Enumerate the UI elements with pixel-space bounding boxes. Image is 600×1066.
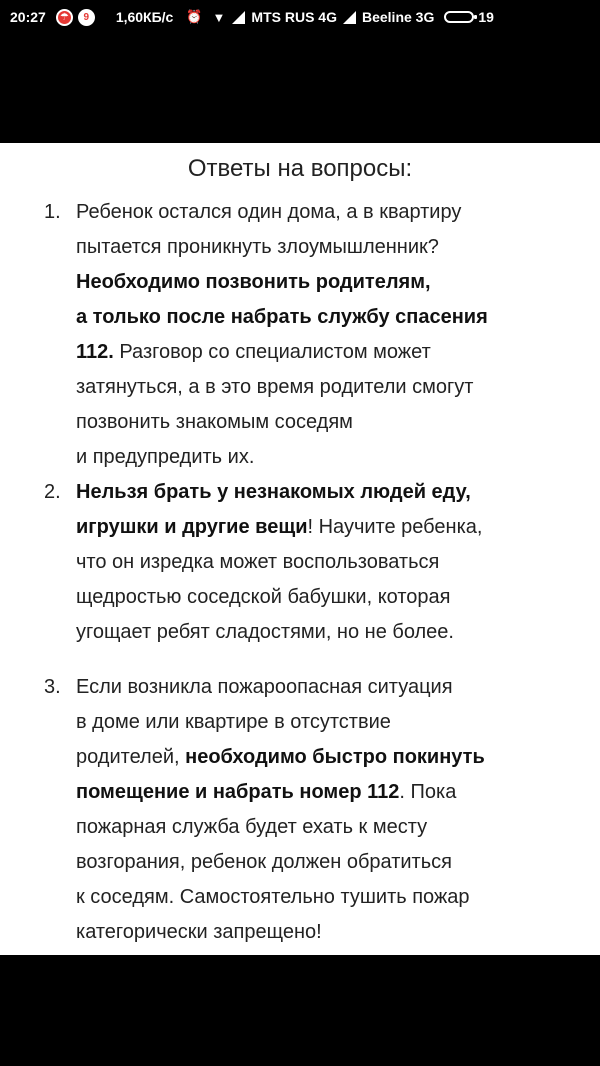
signal-icon [232,11,245,24]
network-speed: 1,60КБ/с [115,9,174,25]
item-text: Нельзя брать у незнакомых людей еду, игрушки и другие вещи! Научите ребенка, что он изредка может воспользоваться щедростью соседской бабушки, которая угощает ребят сладостями, но не более. [76,481,483,643]
wifi-icon: ▼ [212,9,226,25]
carrier-1: MTS RUS 4G [251,9,337,25]
item-number: 3. [44,676,61,698]
item-number: 1. [44,201,61,223]
alarm-icon: ⏰ [186,9,203,24]
article-heading: Ответы на вопросы: [187,155,413,182]
battery-icon [444,11,474,23]
item-text: Ребенок остался один дома, а в квартиру пытается проникнуть злоумышленник? Необходимо позвонить родителям, а только после набрать службу спасения 112. Разговор со специалистом может затянуться, а в это время родители смогут позвонить знакомым соседям и предупредить их. [76,201,488,468]
status-bar [0,0,600,34]
notification-9-icon: 9 [78,9,95,26]
item-number: 2. [44,481,61,503]
article-image [0,143,600,955]
signal-icon [343,11,356,24]
item-text: Если возникла пожароопасная ситуация в доме или квартире в отсутствие родителей, необходимо быстро покинуть помещение и набрать номер 112. Пока пожарная служба будет ехать к месту возгорания, ребенок должен обратиться к соседям. Самостоятельно тушить пожар категорически запрещено! [76,676,485,943]
carrier-2: Beeline 3G [361,9,435,25]
status-time: 20:27 [10,9,46,25]
battery-level: 19 [478,9,494,25]
umbrella-icon: ☂ [56,9,73,26]
